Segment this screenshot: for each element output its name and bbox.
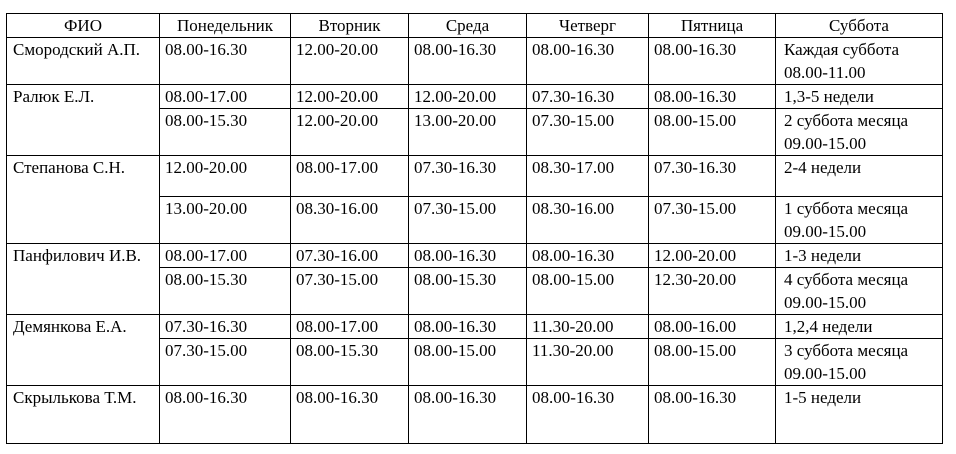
saturday-cell: 1-3 недели	[776, 244, 943, 268]
tuesday-cell: 12.00-20.00	[291, 85, 409, 109]
thursday-cell: 07.30-15.00	[527, 109, 649, 156]
monday-cell: 08.00-15.30	[160, 268, 291, 315]
employee-name: Демянкова Е.А.	[7, 315, 160, 386]
table-row	[7, 315, 943, 339]
saturday-cell: 3 суббота месяца 09.00-15.00	[776, 339, 943, 386]
monday-cell: 08.00-15.30	[160, 109, 291, 156]
monday-cell: 12.00-20.00	[160, 156, 291, 197]
wednesday-cell: 13.00-20.00	[409, 109, 527, 156]
schedule-table	[6, 13, 943, 444]
wednesday-cell: 12.00-20.00	[409, 85, 527, 109]
tuesday-cell: 07.30-16.00	[291, 244, 409, 268]
saturday-cell: 1,3-5 недели	[776, 85, 943, 109]
tuesday-cell: 08.00-16.30	[291, 386, 409, 444]
friday-cell: 08.00-15.00	[649, 109, 776, 156]
table-row	[7, 85, 943, 109]
header-tuesday: Вторник	[291, 14, 409, 38]
thursday-cell: 08.00-16.30	[527, 38, 649, 85]
table-row	[7, 156, 943, 197]
header-friday: Пятница	[649, 14, 776, 38]
friday-cell: 12.30-20.00	[649, 268, 776, 315]
friday-cell: 08.00-16.30	[649, 85, 776, 109]
friday-cell: 12.00-20.00	[649, 244, 776, 268]
thursday-cell: 08.00-16.30	[527, 244, 649, 268]
thursday-cell: 08.00-16.30	[527, 386, 649, 444]
monday-cell: 08.00-17.00	[160, 244, 291, 268]
friday-cell: 08.00-16.30	[649, 386, 776, 444]
table-row	[7, 244, 943, 268]
saturday-cell: 2 суббота месяца 09.00-15.00	[776, 109, 943, 156]
header-row	[7, 14, 943, 38]
wednesday-cell: 07.30-15.00	[409, 197, 527, 244]
header-monday: Понедельник	[160, 14, 291, 38]
monday-cell: 08.00-17.00	[160, 85, 291, 109]
tuesday-cell: 08.00-17.00	[291, 315, 409, 339]
wednesday-cell: 08.00-16.30	[409, 38, 527, 85]
table-row	[7, 38, 943, 85]
saturday-cell: 4 суббота месяца 09.00-15.00	[776, 268, 943, 315]
header-thursday: Четверг	[527, 14, 649, 38]
table-row	[7, 386, 943, 444]
tuesday-cell: 08.30-16.00	[291, 197, 409, 244]
friday-cell: 08.00-16.30	[649, 38, 776, 85]
employee-name: Ралюк Е.Л.	[7, 85, 160, 156]
employee-name: Скрылькова Т.М.	[7, 386, 160, 444]
tuesday-cell: 12.00-20.00	[291, 109, 409, 156]
thursday-cell: 11.30-20.00	[527, 339, 649, 386]
wednesday-cell: 08.00-15.30	[409, 268, 527, 315]
saturday-cell: 2-4 недели	[776, 156, 943, 197]
monday-cell: 08.00-16.30	[160, 386, 291, 444]
tuesday-cell: 08.00-17.00	[291, 156, 409, 197]
employee-name: Смородский А.П.	[7, 38, 160, 85]
monday-cell: 08.00-16.30	[160, 38, 291, 85]
wednesday-cell: 07.30-16.30	[409, 156, 527, 197]
monday-cell: 13.00-20.00	[160, 197, 291, 244]
header-saturday: Суббота	[776, 14, 943, 38]
thursday-cell: 08.30-17.00	[527, 156, 649, 197]
friday-cell: 07.30-16.30	[649, 156, 776, 197]
wednesday-cell: 08.00-16.30	[409, 315, 527, 339]
wednesday-cell: 08.00-16.30	[409, 386, 527, 444]
friday-cell: 08.00-15.00	[649, 339, 776, 386]
header-fio: ФИО	[7, 14, 160, 38]
monday-cell: 07.30-16.30	[160, 315, 291, 339]
header-wednesday: Среда	[409, 14, 527, 38]
employee-name: Степанова С.Н.	[7, 156, 160, 244]
tuesday-cell: 12.00-20.00	[291, 38, 409, 85]
thursday-cell: 08.00-15.00	[527, 268, 649, 315]
friday-cell: 08.00-16.00	[649, 315, 776, 339]
wednesday-cell: 08.00-15.00	[409, 339, 527, 386]
friday-cell: 07.30-15.00	[649, 197, 776, 244]
employee-name: Панфилович И.В.	[7, 244, 160, 315]
tuesday-cell: 08.00-15.30	[291, 339, 409, 386]
monday-cell: 07.30-15.00	[160, 339, 291, 386]
saturday-cell: 1 суббота месяца 09.00-15.00	[776, 197, 943, 244]
thursday-cell: 07.30-16.30	[527, 85, 649, 109]
saturday-cell: 1-5 недели	[776, 386, 943, 444]
saturday-cell: 1,2,4 недели	[776, 315, 943, 339]
thursday-cell: 08.30-16.00	[527, 197, 649, 244]
thursday-cell: 11.30-20.00	[527, 315, 649, 339]
saturday-cell: Каждая суббота 08.00-11.00	[776, 38, 943, 85]
wednesday-cell: 08.00-16.30	[409, 244, 527, 268]
tuesday-cell: 07.30-15.00	[291, 268, 409, 315]
